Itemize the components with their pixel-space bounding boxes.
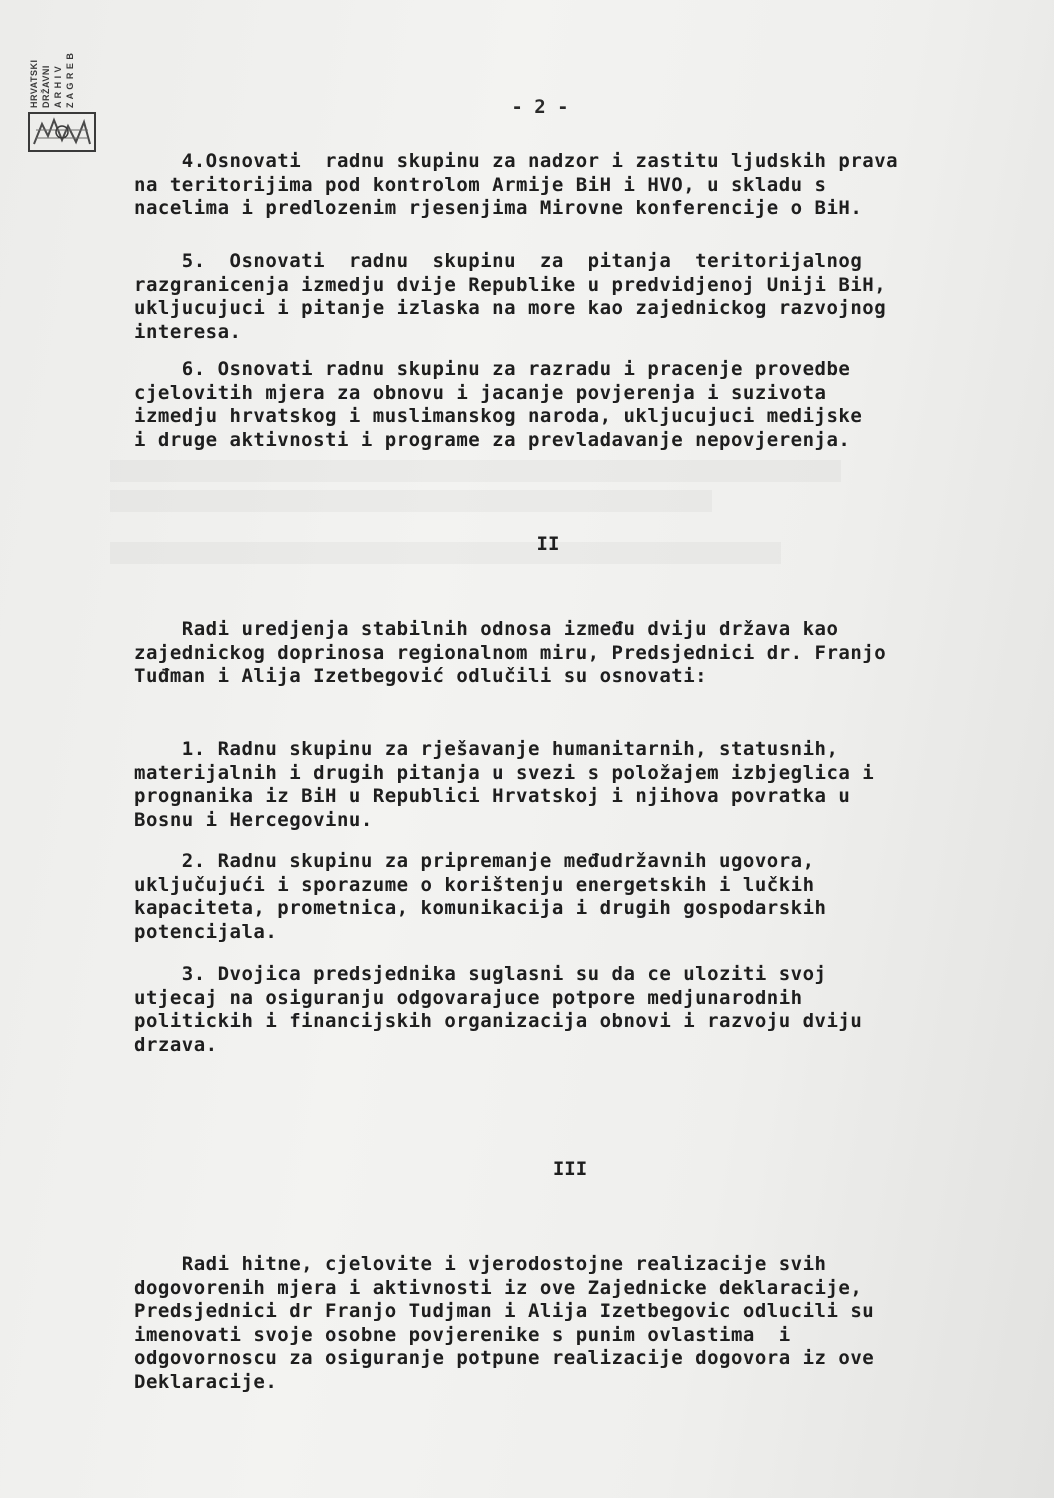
archive-stamp-text [30, 34, 96, 108]
text-line: 1. Radnu skupinu za rješavanje humanitarnih, statusnih, [134, 738, 839, 760]
section-ii-intro [134, 618, 996, 689]
text-line: 4.Osnovati radnu skupinu za nadzor i zastitu ljudskih prava [134, 150, 899, 172]
text-line: na teritorijima pod kontrolom Armije BiH i HVO, u skladu s [134, 173, 827, 196]
text-line: politickih i financijskih organizacija obnovi i razvoju dviju [134, 1010, 863, 1032]
text-line: Deklaracije. [134, 1370, 278, 1393]
text-line: potencijala. [134, 920, 278, 943]
archive-emblem-icon [28, 112, 96, 152]
section-i-item-4 [134, 150, 996, 221]
text-line: 2. Radnu skupinu za pripremanje međudržavnih ugovora, [134, 850, 815, 872]
section-iii-heading: III [552, 1158, 588, 1180]
text-line: dogovorenih mjera i aktivnosti iz ove Zajednicke deklaracije, [134, 1276, 863, 1299]
text-line: ukljucujuci i pitanje izlaska na more kao zajednickog razvojnog [134, 297, 887, 319]
section-ii-heading: II [536, 533, 560, 555]
text-line: uključujući i sporazume o korištenju energetskih i lučkih [134, 873, 815, 896]
text-line: Predsjednici dr Franjo Tudjman i Alija Izetbegovic odlucili su [134, 1300, 875, 1322]
text-line: Tuđman i Alija Izetbegović odlučili su osnovati: [134, 665, 708, 687]
text-line: 5. Osnovati radnu skupinu za pitanja teritorijalnog [134, 250, 863, 272]
stamp-line: Z A G R E B [65, 52, 75, 108]
section-ii-item-2 [134, 850, 996, 944]
section-iii-body [134, 1253, 996, 1394]
text-line: interesa. [134, 320, 242, 343]
text-line: zajednickog doprinosa regionalnom miru, Predsjednici dr. Franjo [134, 641, 887, 664]
text-line: izmedju hrvatskog i muslimanskog naroda, ukljucujuci medijske [134, 405, 863, 427]
archive-stamp [28, 34, 98, 152]
text-line: Radi hitne, cjelovite i vjerodostojne realizacije svih [134, 1253, 827, 1275]
stamp-line: HRVATSKI [29, 59, 39, 108]
section-ii-item-3 [134, 963, 996, 1057]
text-line: razgranicenja izmedju dvije Republike u predvidjenoj Uniji BiH, [134, 273, 887, 296]
text-line: Radi uredjenja stabilnih odnosa između dviju država kao [134, 618, 839, 640]
text-line: utjecaj na osiguranju odgovarajuce potpore medjunarodnih [134, 986, 803, 1009]
text-line: i druge aktivnosti i programe za prevladavanje nepovjerenja. [134, 428, 851, 451]
text-line: 3. Dvojica predsjednika suglasni su da ce uloziti svoj [134, 963, 827, 985]
bleed-through-shadow [110, 460, 970, 572]
section-i-item-6 [134, 358, 996, 452]
section-ii-item-1 [134, 738, 996, 832]
section-i-item-5 [134, 250, 996, 344]
text-line: kapaciteta, prometnica, komunikacija i drugih gospodarskih [134, 897, 827, 919]
text-line: nacelima i predlozenim rjesenjima Mirovne konferencije o BiH. [134, 197, 863, 219]
page-number: - 2 - [511, 96, 569, 118]
text-line: odgovornoscu za osiguranje potpune realizacije dogovora iz ove [134, 1347, 875, 1369]
text-line: drzava. [134, 1033, 218, 1056]
text-line: Bosnu i Hercegovinu. [134, 808, 373, 831]
stamp-line: A R H I V [53, 65, 63, 108]
text-line: cjelovitih mjera za obnovu i jacanje povjerenja i suzivota [134, 381, 827, 404]
stamp-line: DRŽAVNI [41, 65, 51, 108]
text-line: materijalnih i drugih pitanja u svezi s položajem izbjeglica i [134, 761, 875, 784]
text-line: prognanika iz BiH u Republici Hrvatskoj i njihova povratka u [134, 785, 851, 807]
text-line: imenovati svoje osobne povjerenike s punim ovlastima i [134, 1323, 791, 1346]
text-line: 6. Osnovati radnu skupinu za razradu i pracenje provedbe [134, 358, 851, 380]
